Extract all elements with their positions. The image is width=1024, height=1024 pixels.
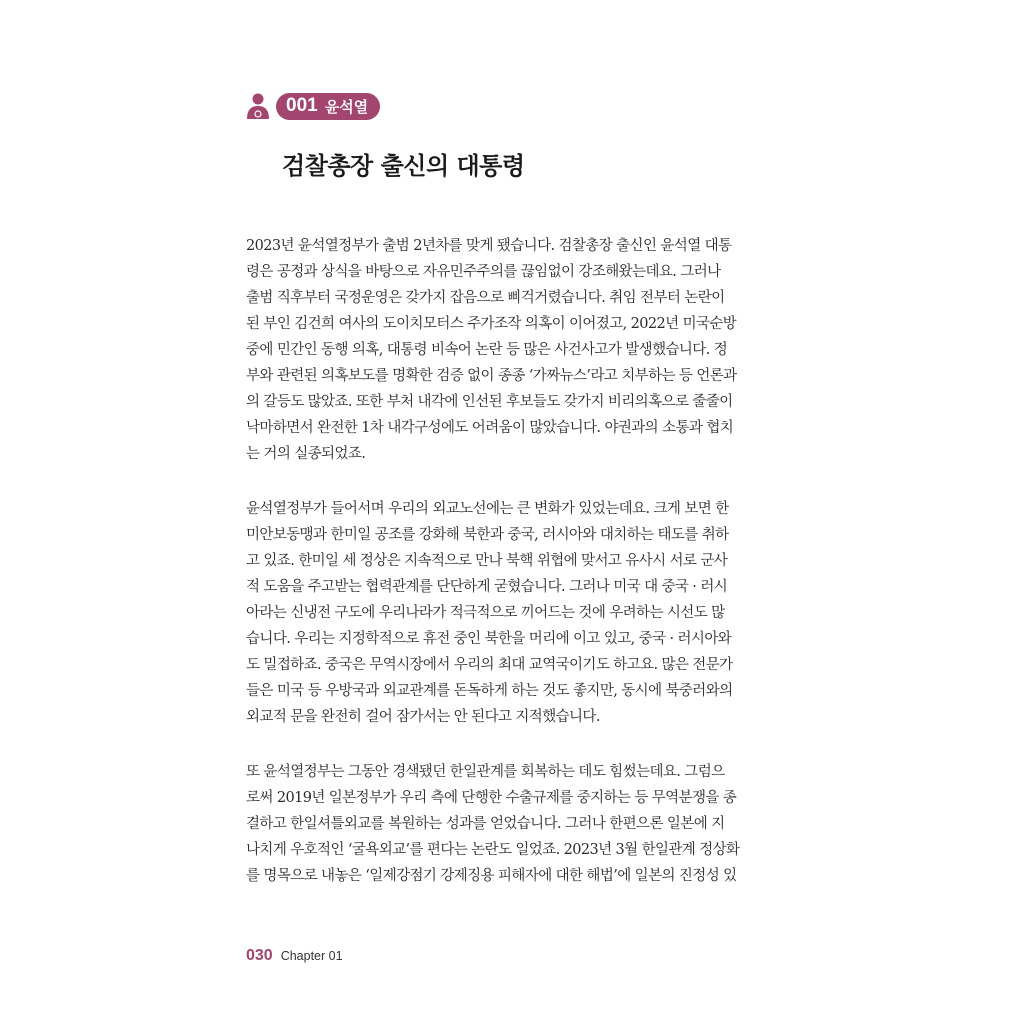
- paragraph-3: [246, 759, 780, 889]
- section-number: 001: [286, 95, 318, 116]
- text-line: 로써 2019년 일본정부가 우리 측에 단행한 수출규제를 중지하는 등 무역분쟁을 종: [246, 790, 737, 806]
- text-line: 2023년 윤석열정부가 출범 2년차를 맞게 됐습니다. 검찰총장 출신인 윤석열 대통: [246, 238, 732, 254]
- text-line: 낙마하면서 완전한 1차 내각구성에도 어려움이 많았습니다. 야권과의 소통과 협치: [246, 420, 734, 436]
- text-line: 는 거의 실종되었죠.: [246, 446, 366, 462]
- page-footer: [246, 947, 343, 965]
- text-line: 외교적 문을 완전히 걸어 잠가서는 안 된다고 지적했습니다.: [246, 709, 600, 725]
- text-line: 또 윤석열정부는 그동안 경색됐던 한일관계를 회복하는 데도 힘썼는데요. 그럼으: [246, 764, 725, 780]
- text-line: 고 있죠. 한미일 세 정상은 지속적으로 만나 북핵 위협에 맞서고 유사시 서로 군사: [246, 553, 728, 569]
- section-tag: [276, 93, 380, 120]
- text-line: 출범 직후부터 국정운영은 갖가지 잡음으로 삐걱거렸습니다. 취임 전부터 논란이: [246, 290, 725, 306]
- body-text: [246, 233, 780, 918]
- text-line: 적 도움을 주고받는 협력관계를 단단하게 굳혔습니다. 그러나 미국 대 중국 · 러시: [246, 579, 728, 595]
- text-line: 된 부인 김건희 여사의 도이치모터스 주가조작 의혹이 이어졌고, 2022년 미국순방: [246, 316, 737, 332]
- text-line: 습니다. 우리는 지정학적으로 휴전 중인 북한을 머리에 이고 있고, 중국 · 러시아와: [246, 631, 732, 647]
- text-line: 윤석열정부가 들어서며 우리의 외교노선에는 큰 변화가 있었는데요. 크게 보면 한: [246, 501, 729, 517]
- text-line: 중에 민간인 동행 의혹, 대통령 비속어 논란 등 많은 사건사고가 발생했습니다. 정: [246, 342, 728, 358]
- text-line: 아라는 신냉전 구도에 우리나라가 적극적으로 끼어드는 것에 우려하는 시선도 많: [246, 605, 725, 621]
- paragraph-1: [246, 233, 780, 467]
- text-line: 미안보동맹과 한미일 공조를 강화해 북한과 중국, 러시아와 대치하는 태도를 취하: [246, 527, 729, 543]
- text-line: 령은 공정과 상식을 바탕으로 자유민주주의를 끊임없이 강조해왔는데요. 그러나: [246, 264, 721, 280]
- text-line: 결하고 한일셔틀외교를 복원하는 성과를 얻었습니다. 그러나 한편으론 일본에 지: [246, 816, 725, 832]
- page-title: 검찰총장 출신의 대통령: [282, 152, 525, 180]
- person-name: 윤석열: [324, 98, 369, 116]
- text-line: 나치게 우호적인 ‘굴욕외교’를 편다는 논란도 일었죠. 2023년 3월 한일관계 정상화: [246, 842, 740, 858]
- text-line: 부와 관련된 의혹보도를 명확한 검증 없이 종종 ‘가짜뉴스’라고 치부하는 등 언론과: [246, 368, 737, 384]
- text-line: 를 명목으로 내놓은 ‘일제강점기 강제징용 피해자에 대한 해법’에 일본의 진정성 있: [246, 868, 737, 884]
- paragraph-2: [246, 496, 780, 730]
- page-number: 030: [246, 947, 273, 964]
- text-line: 들은 미국 등 우방국과 외교관계를 돈독하게 하는 것도 좋지만, 동시에 북중러와의: [246, 683, 733, 699]
- chapter-label: Chapter 01: [280, 949, 343, 963]
- person-icon: [246, 92, 270, 120]
- text-line: 도 밀접하죠. 중국은 무역시장에서 우리의 최대 교역국이기도 하고요. 많은 전문가: [246, 657, 733, 673]
- text-line: 의 갈등도 많았죠. 또한 부처 내각에 인선된 후보들도 갖가지 비리의혹으로 줄줄이: [246, 394, 733, 410]
- section-header: [246, 92, 380, 120]
